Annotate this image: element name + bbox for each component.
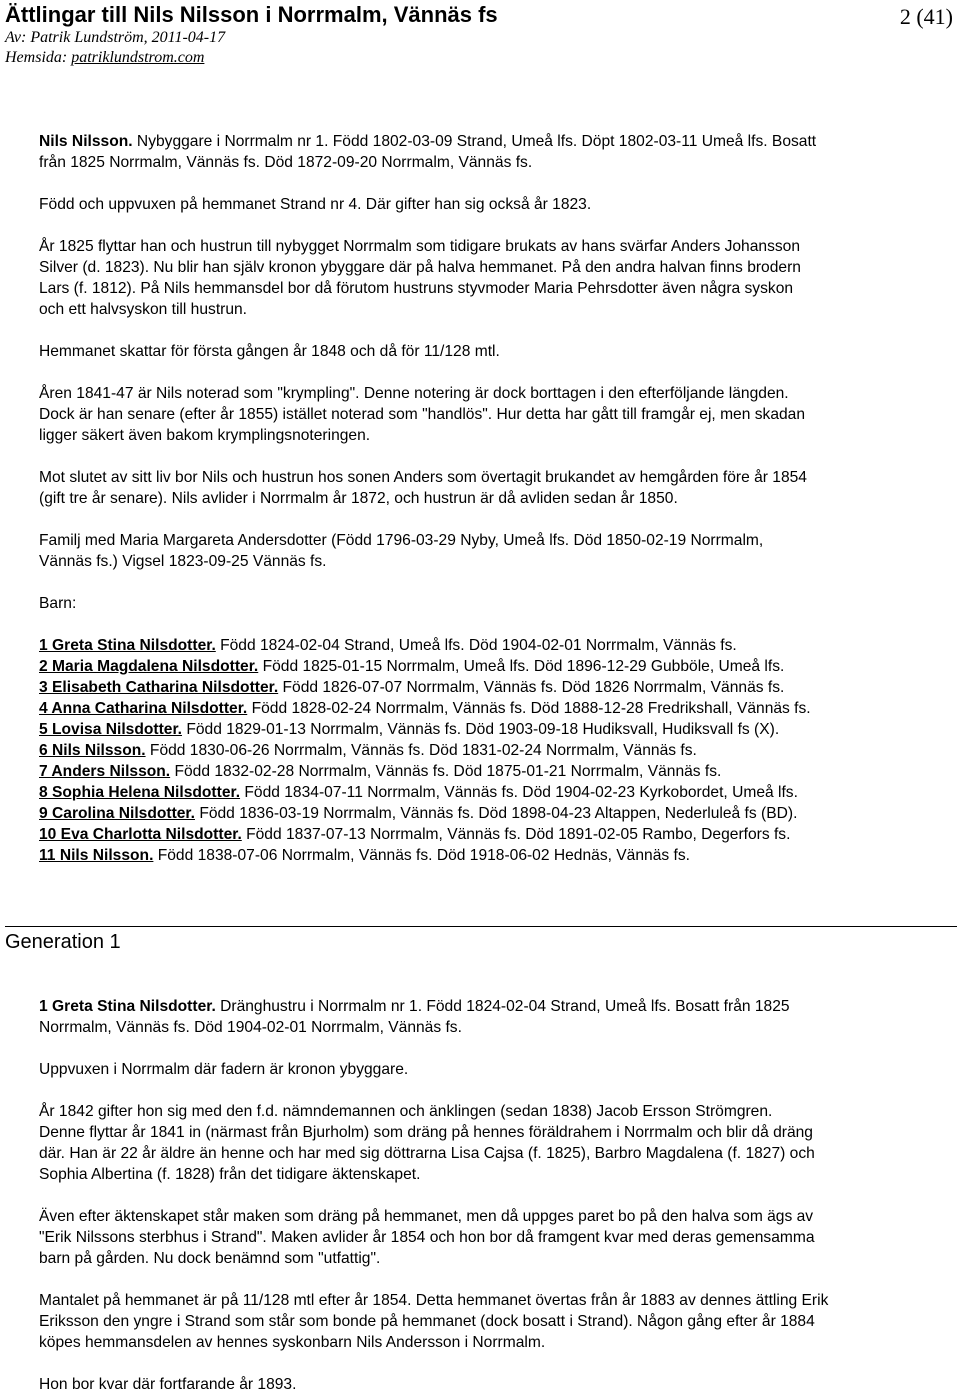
child-name[interactable]: 7 Anders Nilsson. <box>39 763 171 780</box>
person-intro: Nils Nilsson. Nybyggare i Norrmalm nr 1. Född 1802-03-09 Strand, Umeå lfs. Döpt 1802-03-11 Umeå lfs. Bosatt <box>39 133 817 150</box>
child-item: 7 Anders Nilsson. Född 1832-02-28 Norrmalm, Vännäs fs. Död 1875-01-21 Norrmalm, Vännäs fs. <box>39 763 722 780</box>
child-item: 6 Nils Nilsson. Född 1830-06-26 Norrmalm, Vännäs fs. Död 1831-02-24 Norrmalm, Vännäs fs. <box>39 742 697 759</box>
paragraph: Mantalet på hemmanet är på 11/128 mtl efter år 1854. Detta hemmanet övertas från år 1883 av dennes ättling Erik <box>39 1292 829 1309</box>
homepage-line <box>5 48 953 68</box>
paragraph: Mot slutet av sitt liv bor Nils och hustrun hos sonen Anders som övertagit brukandet av hemgården före år 1854 <box>39 469 807 486</box>
children-list <box>39 635 947 866</box>
page-header <box>5 2 953 68</box>
family-paragraph: Familj med Maria Margareta Andersdotter (Född 1796-03-29 Nyby, Umeå lfs. Död 1850-02-19 Norrmalm, <box>39 532 764 549</box>
child-name[interactable]: 9 Carolina Nilsdotter. <box>39 805 195 822</box>
generation-heading: Generation 1 <box>5 931 121 953</box>
child-name[interactable]: 4 Anna Catharina Nilsdotter. <box>39 700 248 717</box>
paragraph: Född och uppvuxen på hemmanet Strand nr 4. Där gifter han sig också år 1823. <box>39 196 592 213</box>
person-intro: 1 Greta Stina Nilsdotter. Dränghustru i Norrmalm nr 1. Född 1824-02-04 Strand, Umeå lfs. Bosatt från 1825 <box>39 998 790 1015</box>
child-name[interactable]: 10 Eva Charlotta Nilsdotter. <box>39 826 242 843</box>
child-item: 1 Greta Stina Nilsdotter. Född 1824-02-04 Strand, Umeå lfs. Död 1904-02-01 Norrmalm, Vännäs fs. <box>39 637 737 654</box>
child-item: 5 Lovisa Nilsdotter. Född 1829-01-13 Norrmalm, Vännäs fs. Död 1903-09-18 Hudiksvall, Hudiksvall fs (X). <box>39 721 780 738</box>
child-name[interactable]: 3 Elisabeth Catharina Nilsdotter. <box>39 679 279 696</box>
child-name[interactable]: 1 Greta Stina Nilsdotter. <box>39 637 216 654</box>
child-name[interactable]: 2 Maria Magdalena Nilsdotter. <box>39 658 259 675</box>
child-item: 9 Carolina Nilsdotter. Född 1836-03-19 Norrmalm, Vännäs fs. Död 1898-04-23 Altappen, Nederluleå fs (BD). <box>39 805 798 822</box>
generation-section: 1 Greta Stina Nilsdotter. Dränghustru i Norrmalm nr 1. Född 1824-02-04 Strand, Umeå lfs. Bosatt från 1825 Norrmalm, Vännäs fs. Död 1904-02-01 Norrmalm, Vännäs fs. Uppvuxen i Norrmalm där fadern är kronon ybyggare. År 1842 gifter hon sig med den f.d. nämndemannen och änklingen (sedan 1838) Jacob Ersson Strömgren. Denne flyttar år 1841 in (närmast från Bjurholm) som dräng på hennes föräldrahem i Norrmalm och blir då dräng där. Han är 22 år äldre än henne och har med sig döttrarna Lisa Cajsa (f. 1825), Barbro Magdalena (f. 1827) och Sophia Albertina (f. 1828) från det tidigare äktenskapet. Även efter äktenskapet står maken som dräng på hemmanet, men då uppges paret bo på den halva som ägs av "Erik Nilssons sterbhus i Strand". Maken avlider år 1854 och hon bor då framgent kvar med deras gemensamma barn på gården. Nu dock benämnd som "utfattig". Mantalet på hemmanet är på 11/128 mtl efter år 1854. Detta hemmanet övertas från år 1883 av dennes ättling Erik Eriksson den yngre i Strand som står som bonde på hemmanet (dock bosatt i Strand). Någon gång efter år 1884 köpes hemmansdelen av hennes syskonbarn Nils Andersson i Norrmalm. Hon bor kvar där fortfarande år 1893. <box>39 996 947 1395</box>
child-name[interactable]: 8 Sophia Helena Nilsdotter. <box>39 784 241 801</box>
homepage-link[interactable]: patriklundstrom.com <box>71 49 205 66</box>
person-name: 1 Greta Stina Nilsdotter. <box>39 998 216 1015</box>
paragraph: Hon bor kvar där fortfarande år 1893. <box>39 1376 297 1393</box>
author-line: Av: Patrik Lundström, 2011-04-17 <box>5 29 226 46</box>
child-item: 2 Maria Magdalena Nilsdotter. Född 1825-01-15 Norrmalm, Umeå lfs. Död 1896-12-29 Gubböle, Umeå lfs. <box>39 658 785 675</box>
child-name[interactable]: 5 Lovisa Nilsdotter. <box>39 721 182 738</box>
children-label: Barn: <box>39 595 77 612</box>
paragraph: Uppvuxen i Norrmalm där fadern är kronon ybyggare. <box>39 1061 409 1078</box>
paragraph: Hemmanet skattar för första gången år 1848 och då för 11/128 mtl. <box>39 343 500 360</box>
section-divider <box>5 926 957 927</box>
child-item: 8 Sophia Helena Nilsdotter. Född 1834-07-11 Norrmalm, Vännäs fs. Död 1904-02-23 Kyrkobordet, Umeå lfs. <box>39 784 798 801</box>
child-item: 3 Elisabeth Catharina Nilsdotter. Född 1826-07-07 Norrmalm, Vännäs fs. Död 1826 Norrmalm, Vännäs fs. <box>39 679 785 696</box>
page-number: 2 (41) <box>899 4 953 29</box>
person-name: Nils Nilsson. <box>39 133 133 150</box>
paragraph: Även efter äktenskapet står maken som dräng på hemmanet, men då uppges paret bo på den halva som ägs av <box>39 1208 814 1225</box>
paragraph: Åren 1841-47 är Nils noterad som "krympling". Denne notering är dock borttagen i den efterföljande längden. <box>39 385 789 402</box>
homepage-label: Hemsida: <box>5 49 68 66</box>
document-title: Ättlingar till Nils Nilsson i Norrmalm, Vännäs fs <box>5 2 498 27</box>
paragraph: År 1842 gifter hon sig med den f.d. nämndemannen och änklingen (sedan 1838) Jacob Ersson Strömgren. <box>39 1103 773 1120</box>
child-item: 11 Nils Nilsson. Född 1838-07-06 Norrmalm, Vännäs fs. Död 1918-06-02 Hednäs, Vännäs fs. <box>39 847 690 864</box>
child-item: 10 Eva Charlotta Nilsdotter. Född 1837-07-13 Norrmalm, Vännäs fs. Död 1891-02-05 Rambo, Degerfors fs. <box>39 826 791 843</box>
main-person-section: Nils Nilsson. Nybyggare i Norrmalm nr 1. Född 1802-03-09 Strand, Umeå lfs. Döpt 1802-03-11 Umeå lfs. Bosatt från 1825 Norrmalm, Vännäs fs. Död 1872-09-20 Norrmalm, Vännäs fs. Född och uppvuxen på hemmanet Strand nr 4. Där gifter han sig också år 1823. År 1825 flyttar han och hustrun till nybygget Norrmalm som tidigare brukats av hans svärfar Anders Johansson Silver (d. 1823). Nu blir han själv kronon ybyggare där på halva hemmanet. På den andra halvan finns brodern Lars (f. 1812). På Nils hemmansdel bor då förutom hustruns styvmoder Maria Pehrsdotter även några syskon och ett halvsyskon till hustrun. Hemmanet skattar för första gången år 1848 och då för 11/128 mtl. Åren 1841-47 är Nils noterad som "krympling". Denne notering är dock borttagen i den efterföljande längden. Dock är han senare (efter år 1855) istället noterad som "handlös". Hur detta har gått till framgår ej, men skadan ligger säkert även bakom krymplingsnoteringen. Mot slutet av sitt liv bor Nils och hustrun hos sonen Anders som övertagit brukandet av hemgården före år 1854 (gift tre år senare). Nils avlider i Norrmalm år 1872, och hustrun är då avliden sedan år 1850. Familj med Maria Margareta Andersdotter (Född 1796-03-29 Nyby, Umeå lfs. Död 1850-02-19 Norrmalm, Vännäs fs.) Vigsel 1823-09-25 Vännäs fs. Barn: 1 Greta Stina Nilsdotter. Född 1824-02-04 Strand, Umeå lfs. Död 1904-02-01 Norrmalm, Vännäs fs. 2 Maria Magdalena Nilsdotter. Född 1825-01-15 Norrmalm, Umeå lfs. Död 1896-12-29 Gubböle, Umeå lfs. 3 Elisabeth Catharina Nilsdotter. Född 1826-07-07 Norrmalm, Vännäs fs. Död 1826 Norrmalm, Vännäs fs. 4 Anna Catharina Nilsdotter. Född 1828-02-24 Norrmalm, Vännäs fs. Död 1888-12-28 Fredrikshall, Vännäs fs. 5 Lovisa Nilsdotter. Född 1829-01-13 Norrmalm, Vännäs fs. Död 1903-09-18 Hudiksvall, Hudiksvall fs (X). 6 Nils Nilsson. Född 1830-06-26 Norrmalm, Vännäs fs. Död 1831-02-24 Norrmalm, Vännäs fs. 7 Anders Nilsson. Född 1832-02-28 Norrmalm, Vännäs fs. Död 1875-01-21 Norrmalm, Vännäs fs. 8 Sophia Helena Nilsdotter. Född 1834-07-11 Norrmalm, Vännäs fs. Död 1904-02-23 Kyrkobordet, Umeå lfs. 9 Carolina Nilsdotter. Född 1836-03-19 Norrmalm, Vännäs fs. Död 1898-04-23 Altappen, Nederluleå fs (BD). 10 Eva Charlotta Nilsdotter. Född 1837-07-13 Norrmalm, Vännäs fs. Död 1891-02-05 Rambo, Degerfors fs. 11 Nils Nilsson. Född 1838-07-06 Norrmalm, Vännäs fs. Död 1918-06-02 Hednäs, Vännäs fs. <box>39 131 947 866</box>
child-item: 4 Anna Catharina Nilsdotter. Född 1828-02-24 Norrmalm, Vännäs fs. Död 1888-12-28 Fredrikshall, Vännäs fs. <box>39 700 811 717</box>
paragraph: År 1825 flyttar han och hustrun till nybygget Norrmalm som tidigare brukats av hans svärfar Anders Johansson <box>39 238 801 255</box>
child-name[interactable]: 6 Nils Nilsson. <box>39 742 146 759</box>
child-name[interactable]: 11 Nils Nilsson. <box>39 847 154 864</box>
